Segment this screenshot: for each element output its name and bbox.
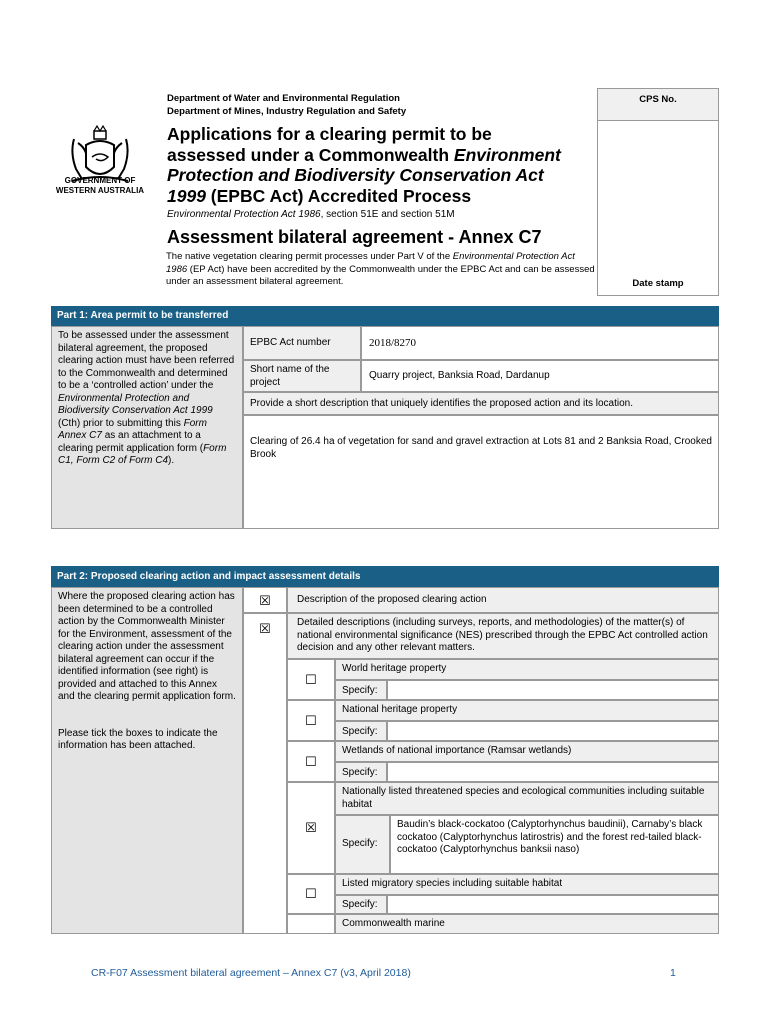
gov-line1: GOVERNMENT OF — [64, 176, 136, 185]
nes-item: Detailed descriptions (including surveys, reports, and methodologies) of the matter(s) of national environmental significance (NES) prescribed through the EPBC Act controlled action decision and any other relevant matters. — [287, 613, 719, 659]
national-heritage-specify-field[interactable] — [387, 721, 719, 741]
commonwealth-marine-label: Commonwealth marine — [335, 914, 719, 934]
title-italic-act: Protection and Biodiversity Conservation Act — [167, 165, 544, 185]
intro-paragraph — [166, 251, 596, 289]
migratory-species-label: Listed migratory species including suitable habitat — [335, 874, 719, 895]
intro-a: The native vegetation clearing permit processes under Part V of the — [166, 251, 453, 262]
p1-text-b: (Cth) prior to submitting this — [58, 417, 184, 429]
dept-mines: Department of Mines, Industry Regulation and Safety — [167, 105, 407, 117]
title-line4 — [167, 186, 597, 207]
national-heritage-label: National heritage property — [335, 700, 719, 721]
specify-label: Specify: — [335, 895, 387, 914]
title-line1: Applications for a clearing permit to be — [167, 124, 492, 144]
title-end: (EPBC Act) Accredited Process — [205, 185, 472, 206]
department-names — [167, 93, 406, 118]
footer-text: CR-F07 Assessment bilateral agreement – Annex C7 (v3, April 2018) — [91, 967, 411, 979]
date-stamp-label: Date stamp — [632, 278, 684, 289]
specify-label: Specify: — [335, 721, 387, 741]
description-instruction: Provide a short description that uniquely identifies the proposed action and its location. — [243, 392, 719, 415]
title-line3 — [167, 165, 597, 186]
cps-box — [597, 88, 719, 296]
p1-text-forms: Form C1, Form C2 of Form C4 — [58, 442, 227, 466]
specify-label: Specify: — [335, 762, 387, 782]
migratory-species-specify-field[interactable] — [387, 895, 719, 914]
commonwealth-marine-checkbox[interactable] — [287, 914, 335, 934]
p1-text-a: To be assessed under the assessment bilateral agreement, the proposed clearing action must have been referred to the Commonwealth and determined to be a ‘controlled action’ under the — [58, 330, 235, 391]
page-number: 1 — [670, 967, 676, 979]
world-heritage-specify-field[interactable] — [387, 680, 719, 700]
subtitle-act: Environmental Protection Act 1986 — [167, 209, 321, 220]
title-year: 1999 — [167, 185, 206, 206]
p1-text-act: Environmental Protection and Biodiversity Conservation Act 1999 — [58, 392, 213, 416]
ramsar-checkbox[interactable] — [287, 741, 335, 782]
cps-number-label: CPS No. — [598, 89, 718, 121]
threatened-species-label: Nationally listed threatened species and ecological communities including suitable habitat — [335, 782, 719, 815]
title-italic: Environment — [453, 144, 561, 165]
threatened-species-checkbox[interactable] — [287, 782, 335, 874]
intro-act: Environmental Protection Act 1986 — [166, 251, 575, 275]
intro-b: (EP Act) have been accredited by the Commonwealth under the EPBC Act and can be assessed under an assessment bilateral agreement. — [166, 263, 595, 287]
short-name-label: Short name of the project — [243, 360, 361, 392]
national-heritage-checkbox[interactable] — [287, 700, 335, 741]
description-field[interactable]: Clearing of 26.4 ha of vegetation for sand and gravel extraction at Lots 81 and 2 Banksia Road, Crooked Brook — [243, 415, 719, 529]
p2-text1: Where the proposed clearing action has been determined to be a controlled action by the Commonwealth Minister for the Environment, assessment of the clearing action under the assessment bilateral agreement can occur if the identified information (see right) is provided and attached to this Annex and the clearing permit application form. — [58, 591, 236, 702]
p1-text-d: ). — [168, 455, 175, 466]
unchecked-box-icon: ☐ — [305, 672, 317, 687]
part1-instructions — [51, 326, 243, 529]
nes-checkbox[interactable] — [243, 613, 287, 934]
description-checkbox[interactable] — [243, 587, 287, 613]
part1-heading: Part 1: Area permit to be transferred — [51, 306, 719, 326]
p2-text2: Please tick the boxes to indicate the information has been attached. — [58, 727, 218, 751]
short-name-field[interactable]: Quarry project, Banksia Road, Dardanup — [361, 360, 719, 392]
description-item: Description of the proposed clearing action — [287, 587, 719, 613]
part2-heading: Part 2: Proposed clearing action and impact assessment details — [51, 566, 719, 587]
p1-text-c: as an attachment to a clearing permit application form ( — [58, 430, 204, 454]
dept-water: Department of Water and Environmental Regulation — [167, 93, 400, 104]
epbc-number-field[interactable]: 2018/8270 — [361, 326, 719, 360]
checked-box-icon: ☒ — [305, 820, 317, 835]
specify-label: Specify: — [335, 680, 387, 700]
ramsar-label: Wetlands of national importance (Ramsar wetlands) — [335, 741, 719, 762]
part2-instructions — [51, 587, 243, 934]
migratory-species-checkbox[interactable] — [287, 874, 335, 914]
title-line2 — [167, 145, 597, 166]
p1-text-form: Form Annex C7 — [58, 417, 207, 441]
specify-label: Specify: — [335, 815, 390, 874]
unchecked-box-icon: ☐ — [305, 886, 317, 901]
gov-line2: WESTERN AUSTRALIA — [55, 186, 145, 195]
threatened-species-specify-field[interactable]: Baudin’s black-cockatoo (Calyptorhynchus baudinii), Carnaby’s black cockatoo (Calyptorhynchus latirostris) and the forest red-tailed black-cockatoo (Calyptorhynchus banksii naso) — [390, 815, 719, 874]
government-label — [50, 176, 150, 196]
annex-heading: Assessment bilateral agreement - Annex C7 — [167, 227, 542, 247]
world-heritage-label: World heritage property — [335, 659, 719, 680]
unchecked-box-icon: ☐ — [305, 713, 317, 728]
title-part: assessed under a Commonwealth — [167, 144, 454, 165]
page-title — [167, 124, 597, 206]
legislation-subtitle — [167, 209, 455, 220]
world-heritage-checkbox[interactable] — [287, 659, 335, 700]
ramsar-specify-field[interactable] — [387, 762, 719, 782]
checked-box-icon: ☒ — [259, 593, 271, 608]
epbc-number-label: EPBC Act number — [243, 326, 361, 360]
checked-box-icon: ☒ — [259, 621, 271, 636]
subtitle-sections: , section 51E and section 51M — [320, 209, 455, 220]
unchecked-box-icon: ☐ — [305, 754, 317, 769]
